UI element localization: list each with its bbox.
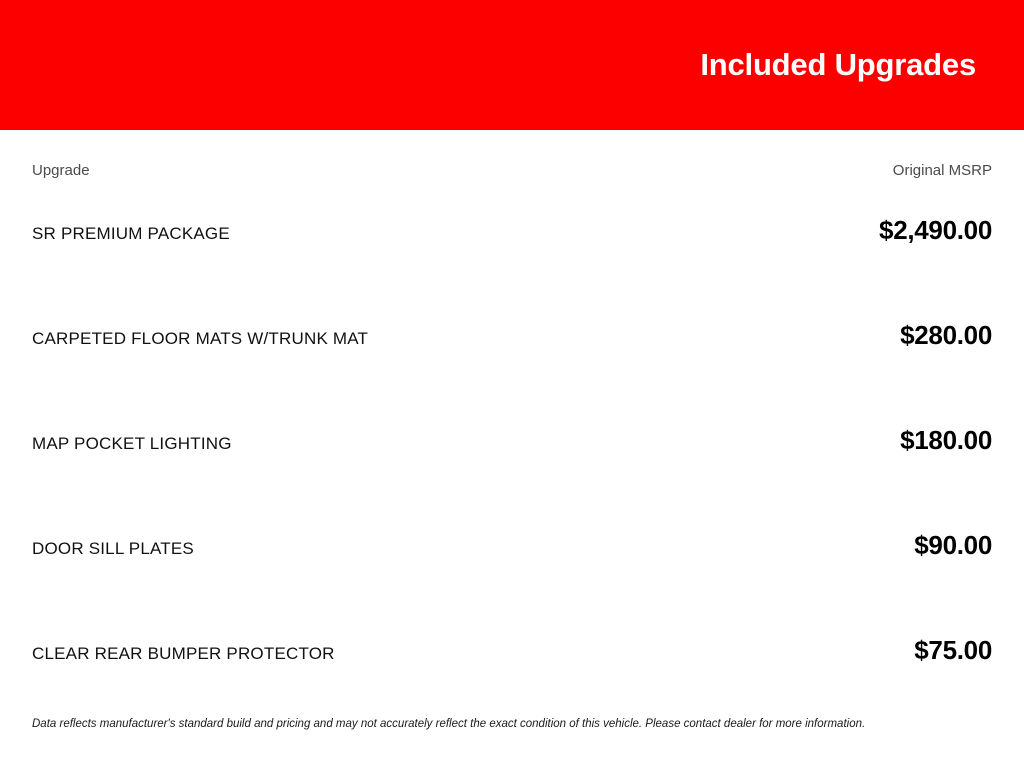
column-header-upgrade: Upgrade	[32, 162, 90, 179]
table-row	[32, 397, 992, 502]
disclaimer-text: Data reflects manufacturer's standard build and pricing and may not accurately reflect the exact condition of this vehicle. Please contact dealer for more information.	[32, 718, 866, 730]
upgrade-price: $180.00	[900, 425, 992, 455]
upgrade-price: $280.00	[900, 320, 992, 350]
table-row	[32, 187, 992, 292]
upgrade-name: SR PREMIUM PACKAGE	[32, 224, 230, 243]
upgrade-name: MAP POCKET LIGHTING	[32, 434, 232, 453]
page-header	[0, 0, 1024, 130]
upgrade-name: DOOR SILL PLATES	[32, 539, 194, 558]
upgrade-name: CARPETED FLOOR MATS W/TRUNK MAT	[32, 329, 369, 348]
upgrade-price: $90.00	[914, 530, 992, 560]
column-header-msrp: Original MSRP	[892, 162, 992, 179]
table-row	[32, 607, 992, 712]
table-row	[32, 292, 992, 397]
content-area	[0, 130, 1024, 768]
upgrades-list	[32, 187, 992, 712]
upgrade-price: $75.00	[914, 635, 992, 665]
table-column-headers	[32, 130, 992, 179]
upgrade-price: $2,490.00	[879, 215, 992, 245]
upgrade-name: CLEAR REAR BUMPER PROTECTOR	[32, 644, 335, 663]
table-row	[32, 502, 992, 607]
page-title: Included Upgrades	[700, 47, 976, 82]
